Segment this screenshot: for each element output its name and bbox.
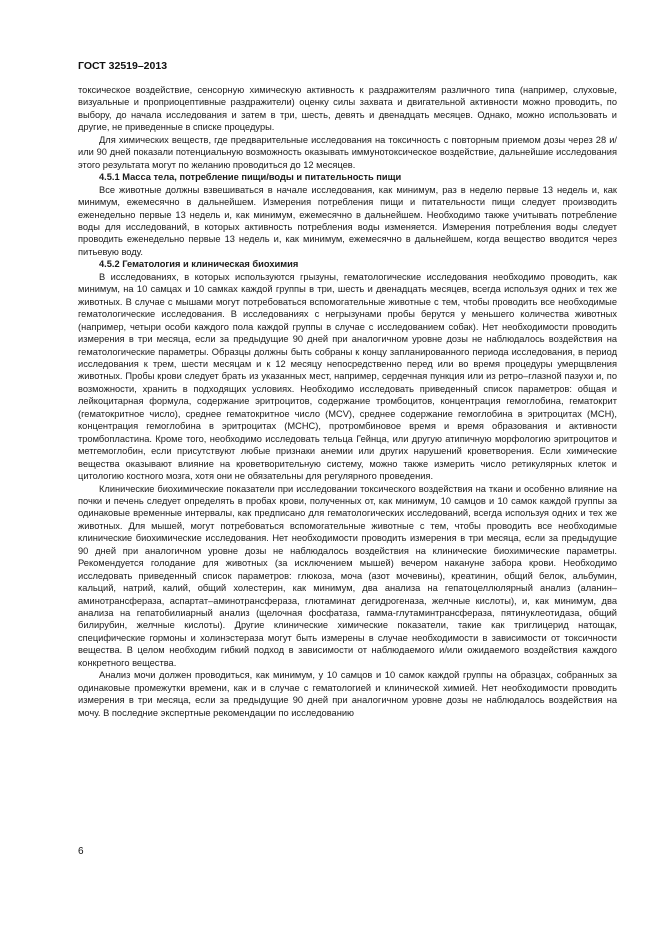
- document-body: [78, 84, 617, 719]
- page-number: 6: [78, 846, 84, 857]
- section-heading-4-5-2: 4.5.2 Гематология и клиническая биохимия: [99, 259, 299, 270]
- paragraph-6: Анализ мочи должен проводиться, как минимум, у 10 самцов и 10 самок каждой группы на образцах, собранных за одинаковые промежутки времени, как и в случае с гематологией и клинической химией. Нет необходимости проводить измерения в три месяца, если за предыдущие 90 дней при аналогичном уровне дозы не наблюдалось воздействия на мочу. В последние экспертные рекомендации по исследованию: [78, 670, 617, 718]
- section-heading-4-5-1: 4.5.1 Масса тела, потребление пищи/воды и питательность пищи: [99, 172, 402, 183]
- paragraph-5: Клинические биохимические показатели при исследовании токсического воздействия на ткани и особенно влияние на почки и печень следует определять в пробах крови, полученных от, как минимум, 10 самцов и 10 самок каждой группы за одинаковые временные интервалы, как предписано для гематологических исследований, всегда используя одних и тех же животных. Для мышей, могут потребоваться вспомогательные животные с тем, чтобы проводить все необходимые клинические биохимические исследования. Нет необходимости проводить измерения в три месяца, если за предыдущие 90 дней при аналогичном уровне дозы не наблюдалось воздействия на клинические биохимические параметры. Рекомендуется голодание для животных (за исключением мышей) вечером накануне забора крови. Необходимо исследовать приведенный список параметров: глюкоза, моча (азот мочевины), креатинин, общий белок, альбумин, кальций, натрий, калий, общий холестерин, как минимум, два анализа на гепатоцеллюлярный анализ (аланин–аминотрансфераза, аспартат–аминотрансфераза, глютаминат дегидрогеназа, желчные кислоты), и, как минимум, два анализа на гепатобилиарный анализ (щелочная фосфатаза, гамма-глутаминтрансфераза, пятинуклеотидаза, общий билирубин, желчные кислоты). Другие клинические химические показатели, такие как триглицерид натощак, специфические гормоны и холинэстераза могут быть измерены в случае необходимости в зависимости от токсичности вещества. В целом необходим гибкий подход в зависимости от наблюдаемого и/или ожидаемого воздействия каждого конкретного вещества.: [78, 483, 617, 668]
- paragraph-1: токсическое воздействие, сенсорную химическую активность к раздражителям различного типа (например, слуховые, визуальные и проприоцептивные раздражители) оценку силы захвата и двигательной активности можно проводить, по выбору, до начала исследования и затем в три, шесть, девять и двенадцать месяцев. Однако, можно использовать и другие, не приведенные в списке процедуры.: [78, 85, 617, 133]
- paragraph-4: В исследованиях, в которых используются грызуны, гематологические исследования необходимо проводить, как минимум, на 10 самцах и 10 самках каждой группы в три, шесть и двенадцать месяцев, всегда используя одних и тех же животных. В случае с мышами могут потребоваться вспомогательные животные с тем, чтобы проводить все необходимые гематологические исследования. В исследованиях с негрызунами пробы берутся у меньшего количества животных (например, четыри особи каждого пола каждой группы в случае с исследованием собак). Нет необходимости проводить измерения в три месяца, если за предыдущие 90 дней при аналогичном уровне дозы не наблюдалось воздействия на гематологические параметры. Образцы должны быть собраны к концу запланированного периода исследования, в период исследования к трем, шести месяцам и к 12 месяцу непосредственно перед или во время процедуры умерщвления животных. Пробы крови следует брать из указанных мест, например, сердечная пункция или из ретро–глазной пазухи и, по возможности, хранить в подходящих условиях. Необходимо исследовать приведенный список параметров: общая и лейкоцитарная формула, содержание эритроцитов, содержание тромбоцитов, концентрация гемоглобина, гематокрит (гематокритное число), среднее гематокритное число (MCV), среднее содержание гемоглобина в эритроцитах (МСН), концентрация гемоглобина в эритроцитах (МСНС), протромбиновое время и время образования и активности тромбопластина. Кроме того, необходимо исследовать тельца Гейнца, или другую атипичную морфологию эритроцитов и метгемоглобин, если присутствуют любые признаки анемии или других нарушений кроветворения. Если химические вещества оказывают влияние на кроветворительную систему, можно также измерить число ретикулярных клеток и цитологию костного мозга, хотя они не обязательны для регулярного проведения.: [78, 271, 617, 482]
- paragraph-3: Все животные должны взвешиваться в начале исследования, как минимум, раз в неделю первые 13 недель и, как минимум, ежемесячно в дальнейшем. Измерения потребления пищи и питательности пищи следует производить еженедельно первые 13 недель и, как минимум, ежемесячно в дальнейшем. Необходимо также учитывать потребление воды для исследований, в которых активность потребления воды изменяется. Измерения потребления воды следует проводить еженедельно первые 13 недель и, как минимум, ежемесячно в дальнейшем, когда вещество вводится через питьевую воду.: [78, 184, 617, 257]
- paragraph-2: Для химических веществ, где предварительные исследования на токсичность с повторным приемом дозы через 28 и/или 90 дней показали потенциальную возможность оказывать иммунотоксическое воздействие, дальнейшие исследования этого результата могут по желанию проводиться до 12 месяцев.: [78, 134, 617, 170]
- document-header: ГОСТ 32519–2013: [78, 60, 168, 72]
